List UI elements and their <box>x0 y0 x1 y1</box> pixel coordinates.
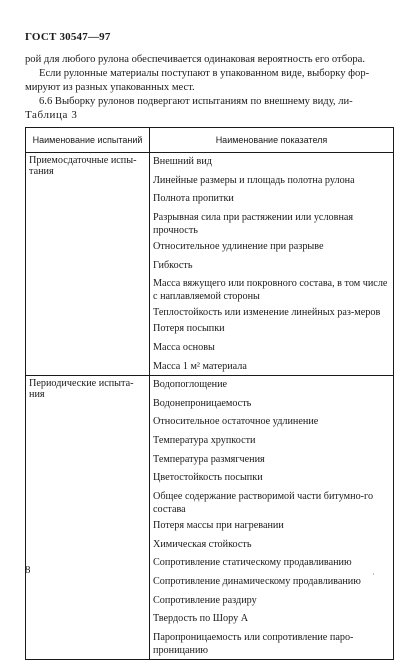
indicator-item: Общее содержание растворимой части битумно-го состава <box>153 490 374 515</box>
indicator-item: Разрывная сила при растяжении или условная прочность <box>153 212 354 237</box>
test-name-periodic: Периодические испыта-ния <box>26 375 150 659</box>
corner-mark: · <box>372 570 375 579</box>
intro-line: мируют из разных упакованных мест. <box>25 82 195 93</box>
indicator-item: Относительное удлинение при разрыве <box>153 241 324 253</box>
indicator-item: Водопоглощение <box>153 378 228 390</box>
table-row <box>26 375 394 659</box>
intro-line: 6.6 Выборку рулонов подвергают испытаниям по внешнему виду, ли- <box>39 96 353 107</box>
page-number: 8 <box>25 564 31 576</box>
indicator-item: Масса 1 м² материала <box>153 360 247 372</box>
indicator-item: Цветостойкость посыпки <box>153 472 263 484</box>
intro-line: Если рулонные материалы поступают в упакованном виде, выборку фор- <box>39 68 370 79</box>
table-header-row <box>26 128 394 153</box>
tests-table <box>25 127 394 660</box>
indicator-item: Паропроницаемость или сопротивление паро-проницанию <box>153 632 354 657</box>
indicator-list-periodic <box>150 375 394 659</box>
indicator-item: Внешний вид <box>153 156 212 167</box>
indicator-item: Потеря массы при нагревании <box>153 519 284 531</box>
indicator-item: Сопротивление динамическому продавливанию <box>153 576 361 587</box>
indicator-list-acceptance <box>150 153 394 376</box>
indicator-item: Относительное остаточное удлинение <box>153 416 319 428</box>
indicator-item: Линейные размеры и площадь полотна рулона <box>153 174 355 186</box>
intro-line: рой для любого рулона обеспечивается одинаковая вероятность его отбора. <box>25 54 366 65</box>
indicator-item: Масса основы <box>153 342 215 354</box>
indicator-item: Температура хрупкости <box>153 434 256 446</box>
test-name-acceptance: Приемосдаточные испы-тания <box>26 153 150 376</box>
indicator-item: Гибкость <box>153 259 193 271</box>
table-row <box>26 153 394 376</box>
indicator-item: Потеря посыпки <box>153 323 225 335</box>
indicator-item: Сопротивление статическому продавливанию <box>153 557 352 569</box>
indicator-item: Температура размягчения <box>153 453 265 465</box>
col-header-indicators: Наименование показателя <box>150 128 394 153</box>
indicator-item: Полнота пропитки <box>153 193 234 205</box>
indicator-item: Твердость по Шору А <box>153 613 249 625</box>
indicator-item: Химическая стойкость <box>153 538 252 550</box>
indicator-item: Водонепроницаемость <box>153 397 252 409</box>
indicator-item: Масса вяжущего или покровного состава, в том числе с наплавляемой стороны <box>153 278 388 303</box>
indicator-item: Теплостойкость или изменение линейных раз-меров <box>153 307 381 319</box>
document-header: ГОСТ 30547—97 <box>25 31 111 43</box>
indicator-item: Сопротивление раздиру <box>153 594 257 606</box>
intro-text <box>25 53 392 109</box>
table-caption: Таблица 3 <box>25 109 78 121</box>
col-header-tests: Наименование испытаний <box>26 128 150 153</box>
